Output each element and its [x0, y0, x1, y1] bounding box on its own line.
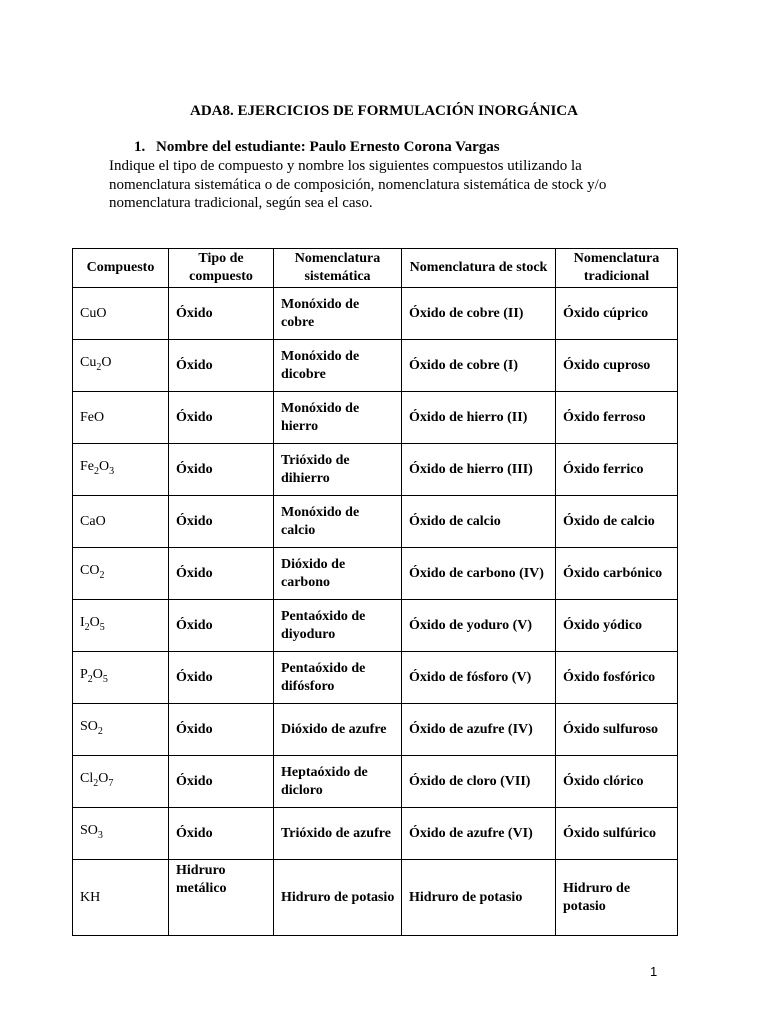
cell-tradicional: Óxido ferrico [556, 444, 678, 496]
instructions-line: Indique el tipo de compuesto y nombre los siguientes compuestos utilizando la [109, 158, 582, 174]
formula-subscript: 2 [96, 361, 102, 373]
cell-sistematica: Trióxido de azufre [274, 808, 402, 860]
cell-formula [73, 340, 169, 392]
cell-stock: Óxido de calcio [402, 496, 556, 548]
cell-formula [73, 756, 169, 808]
formula-element: O [101, 355, 112, 371]
formula-subscript: 5 [102, 673, 108, 685]
formula-subscript: 2 [94, 465, 99, 477]
cell-sistematica: Heptaóxido de dicloro [274, 756, 402, 808]
cell-formula [73, 808, 169, 860]
formula-element: O [98, 771, 109, 787]
formula-element: Fe [80, 409, 94, 425]
cell-formula [73, 392, 169, 444]
formula-element: O [87, 719, 98, 735]
formula-element: S [80, 719, 88, 735]
table-row [73, 652, 678, 704]
table-row [73, 860, 678, 936]
formula-element: O [96, 305, 107, 321]
table-row [73, 600, 678, 652]
student-name-line [134, 139, 500, 156]
instructions-line: nomenclatura tradicional, según sea el caso. [109, 195, 373, 211]
cell-sistematica: Pentaóxido de difósforo [274, 652, 402, 704]
student-name: Nombre del estudiante: Paulo Ernesto Corona Vargas [156, 139, 500, 155]
cell-tipo: Óxido [169, 392, 274, 444]
header-sistematica: Nomenclatura sistemática [274, 249, 402, 288]
formula-subscript: 7 [108, 777, 114, 789]
formula-subscript: 2 [97, 725, 103, 737]
cell-formula [73, 548, 169, 600]
formula-element: Cu [80, 305, 97, 321]
cell-tradicional: Óxido sulfúrico [556, 808, 678, 860]
cell-tradicional: Óxido de calcio [556, 496, 678, 548]
cell-tradicional: Óxido cuproso [556, 340, 678, 392]
cell-stock: Óxido de cobre (II) [402, 288, 556, 340]
cell-sistematica: Trióxido de dihierro [274, 444, 402, 496]
formula-element: K [80, 889, 91, 905]
cell-stock: Óxido de azufre (VI) [402, 808, 556, 860]
formula-subscript: 3 [97, 829, 103, 841]
cell-formula [73, 496, 169, 548]
cell-tipo: Óxido [169, 444, 274, 496]
formula-element: H [90, 889, 101, 905]
formula-element: Ca [80, 513, 96, 529]
table-body [73, 288, 678, 936]
cell-tradicional: Óxido clórico [556, 756, 678, 808]
cell-formula [73, 600, 169, 652]
cell-tradicional: Óxido ferroso [556, 392, 678, 444]
page-number: 1 [650, 964, 658, 979]
compounds-table [72, 248, 678, 936]
instructions-paragraph [109, 157, 629, 213]
table-row [73, 340, 678, 392]
cell-tipo: Óxido [169, 808, 274, 860]
cell-sistematica: Monóxido de dicobre [274, 340, 402, 392]
cell-tipo: Óxido [169, 756, 274, 808]
cell-tipo: Óxido [169, 652, 274, 704]
formula-element: O [94, 409, 105, 425]
cell-sistematica: Hidruro de potasio [274, 860, 402, 936]
cell-stock: Óxido de yoduro (V) [402, 600, 556, 652]
list-number: 1. [134, 139, 146, 155]
formula-subscript: 2 [99, 569, 105, 581]
cell-sistematica: Pentaóxido de diyoduro [274, 600, 402, 652]
table-row [73, 704, 678, 756]
formula-element: Cl [80, 771, 94, 787]
cell-stock: Óxido de hierro (II) [402, 392, 556, 444]
table-row [73, 756, 678, 808]
cell-tipo: Hidruro metálico [169, 860, 274, 936]
formula-element: O [99, 459, 110, 475]
formula-element: S [80, 823, 88, 839]
header-compuesto: Compuesto [73, 249, 169, 288]
formula-element: O [87, 823, 98, 839]
cell-formula [73, 704, 169, 756]
formula-element: I [80, 615, 85, 631]
cell-stock: Hidruro de potasio [402, 860, 556, 936]
formula-subscript: 2 [93, 777, 99, 789]
formula-element: O [92, 667, 103, 683]
formula-element: O [89, 563, 100, 579]
header-tipo: Tipo de compuesto [169, 249, 274, 288]
cell-sistematica: Monóxido de calcio [274, 496, 402, 548]
table-row [73, 444, 678, 496]
cell-formula [73, 288, 169, 340]
table-row [73, 496, 678, 548]
cell-stock: Óxido de cloro (VII) [402, 756, 556, 808]
table-row [73, 808, 678, 860]
formula-element: C [80, 563, 90, 579]
cell-tradicional: Hidruro de potasio [556, 860, 678, 936]
cell-stock: Óxido de hierro (III) [402, 444, 556, 496]
cell-tradicional: Óxido carbónico [556, 548, 678, 600]
header-tradicional: Nomenclatura tradicional [556, 249, 678, 288]
cell-stock: Óxido de fósforo (V) [402, 652, 556, 704]
cell-tipo: Óxido [169, 548, 274, 600]
cell-formula [73, 444, 169, 496]
table-row [73, 548, 678, 600]
cell-tradicional: Óxido cúprico [556, 288, 678, 340]
cell-tradicional: Óxido fosfórico [556, 652, 678, 704]
formula-element: Fe [80, 459, 94, 475]
formula-subscript: 2 [84, 621, 90, 633]
cell-tradicional: Óxido yódico [556, 600, 678, 652]
cell-tipo: Óxido [169, 600, 274, 652]
cell-stock: Óxido de cobre (I) [402, 340, 556, 392]
formula-subscript: 2 [87, 673, 93, 685]
formula-subscript: 5 [99, 621, 105, 633]
cell-tipo: Óxido [169, 288, 274, 340]
cell-sistematica: Monóxido de cobre [274, 288, 402, 340]
formula-element: O [95, 513, 106, 529]
table-row [73, 392, 678, 444]
formula-subscript: 3 [109, 465, 115, 477]
cell-sistematica: Dióxido de azufre [274, 704, 402, 756]
formula-element: Cu [80, 355, 97, 371]
cell-tipo: Óxido [169, 704, 274, 756]
table-row [73, 288, 678, 340]
cell-sistematica: Monóxido de hierro [274, 392, 402, 444]
instructions-line: nomenclatura sistemática o de composición, nomenclatura sistemática de stock y/o [109, 176, 607, 193]
formula-element: P [80, 667, 88, 683]
formula-element: O [89, 615, 100, 631]
cell-stock: Óxido de carbono (IV) [402, 548, 556, 600]
cell-sistematica: Dióxido de carbono [274, 548, 402, 600]
cell-stock: Óxido de azufre (IV) [402, 704, 556, 756]
cell-formula [73, 652, 169, 704]
document-title: ADA8. EJERCICIOS DE FORMULACIÓN INORGÁNICA [190, 103, 578, 119]
cell-tradicional: Óxido sulfuroso [556, 704, 678, 756]
cell-tipo: Óxido [169, 496, 274, 548]
cell-tipo: Óxido [169, 340, 274, 392]
table-header-row [73, 249, 678, 288]
header-stock: Nomenclatura de stock [402, 249, 556, 288]
cell-formula [73, 860, 169, 936]
